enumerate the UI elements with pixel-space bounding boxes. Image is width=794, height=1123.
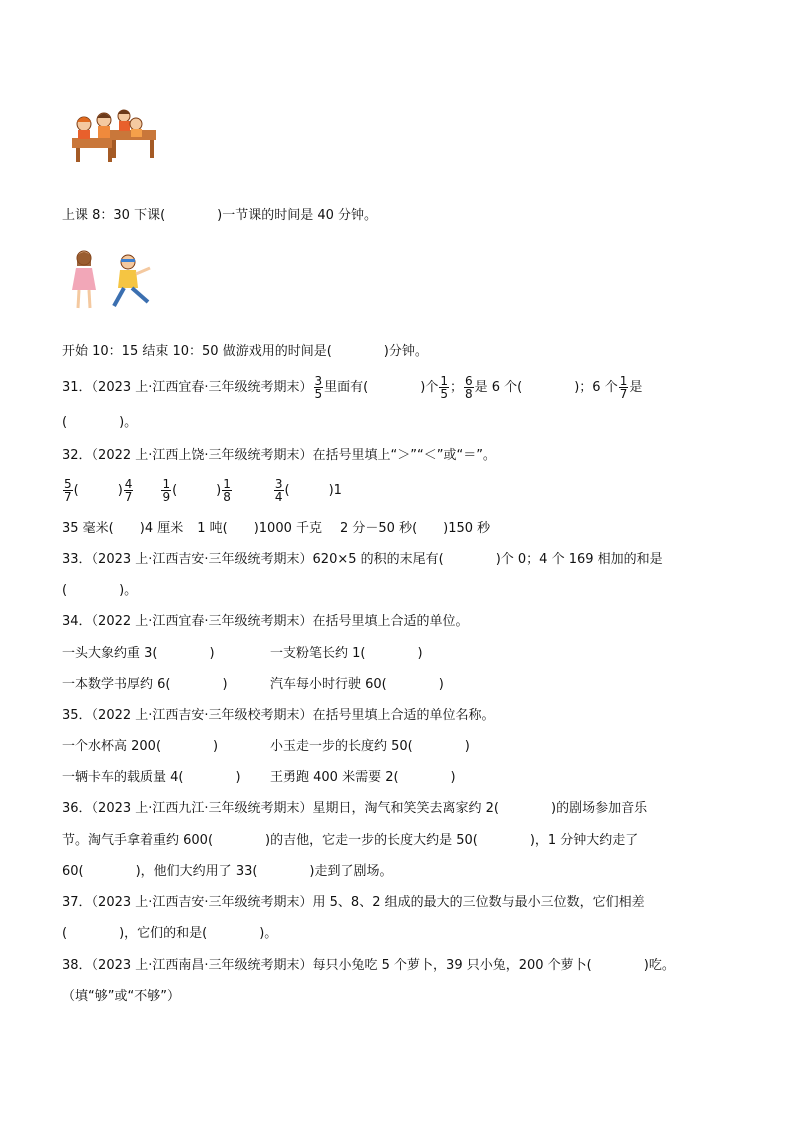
compare-blank[interactable]: ( ) [172,483,222,498]
question-36-line3: 60( )，他们大约用了 33( )走到了剧场。 [62,864,393,879]
question-35-row2: 一辆卡车的载质量 4( ) 王勇跑 400 米需要 2( ) [62,770,456,785]
compare-blank[interactable]: ( ) [284,483,334,498]
fraction: $\frac{4}{7}$ [124,477,133,504]
question-34-row1: 一头大象约重 3( ) 一支粉笔长约 1( ) [62,646,423,661]
question-31: 31．（2023 上·江西宜春·三年级统考期末） $\frac{3}{5}$ 里面有( )个 $\frac{1}{5}$ ； $\frac{6}{8}$ 是 6 个( )；6 个 $\frac{1}{7}$ 是 [62,374,643,401]
question-36: 36．（2023 上·江西九江·三年级统考期末）星期日，淘气和笑笑去离家约 2( )的剧场参加音乐 [62,801,648,816]
question-31-line2: ( )。 [62,415,138,430]
question-37: 37．（2023 上·江西吉安·三年级统考期末）用 5、8、2 组成的最大的三位数与最小三位数，它们相差 [62,895,645,910]
children-playing-illustration [66,248,162,316]
fraction: $\frac{1}{5}$ [440,374,448,401]
fraction: $\frac{5}{7}$ [64,477,72,504]
question-35-row1: 一个水杯高 200( ) 小玉走一步的长度约 50( ) [62,739,470,754]
question-35-title: 35．（2022 上·江西吉安·三年级校考期末）在括号里填上合适的单位名称。 [62,708,495,723]
question-32-title: 32．（2022 上·江西上饶·三年级统考期末）在括号里填上“＞”“＜”或“＝”。 [62,448,496,463]
question-32-unit-row: 35 毫米( )4 厘米 1 吨( )1000 千克 2 分－50 秒( )150 秒 [62,521,491,536]
question-34-row2: 一本数学书厚约 6( ) 汽车每小时行驶 60( ) [62,677,444,692]
students-at-desks-illustration [68,108,160,164]
compare-blank[interactable]: ( ) [73,483,123,498]
question-37-line2: ( )，它们的和是( )。 [62,926,278,941]
question-36-line2: 节。淘气手拿着重约 600( )的吉他，它走一步的长度大约是 50( )，1 分钟大约走了 [62,833,639,848]
question-38-line2: （填“够”或“不够”） [62,989,180,1004]
fraction: $\frac{1}{7}$ [619,374,628,401]
fraction: $\frac{3}{4}$ [274,477,283,504]
fraction: $\frac{1}{9}$ [162,477,171,504]
question-33: 33．（2023 上·江西吉安·三年级统考期末）620×5 的积的末尾有( )个 0；4 个 169 相加的和是 [62,552,663,567]
fraction: $\frac{1}{8}$ [223,477,231,504]
question-34-title: 34．（2022 上·江西宜春·三年级统考期末）在括号里填上合适的单位。 [62,614,469,629]
game-time-question: 开始 10：15 结束 10：50 做游戏用的时间是( )分钟。 [62,344,428,359]
fraction: $\frac{3}{5}$ [314,374,323,401]
class-time-question: 上课 8：30 下课( )一节课的时间是 40 分钟。 [62,208,378,223]
fraction: $\frac{6}{8}$ [464,374,473,401]
question-32-fraction-row: $\frac{5}{7}$ ( ) $\frac{4}{7}$ $\frac{1}{9}$ ( ) $\frac{1}{8}$ $\frac{3}{4}$ ( )1 [64,477,342,504]
question-38: 38．（2023 上·江西南昌·三年级统考期末）每只小兔吃 5 个萝卜，39 只小兔，200 个萝卜( )吃。 [62,958,675,973]
question-33-line2: ( )。 [62,583,138,598]
